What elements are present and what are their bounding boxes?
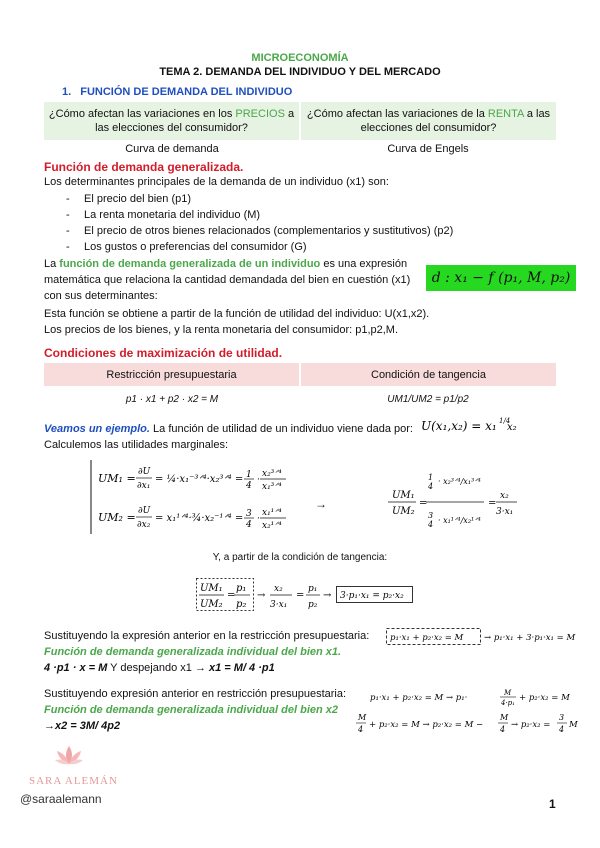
substitution-formula-1	[386, 626, 576, 653]
determinants-list	[64, 191, 544, 255]
svg-text:x₁³ᐟ⁴: x₁³ᐟ⁴	[262, 482, 282, 492]
svg-text:4: 4	[246, 520, 252, 530]
utility-source-line: Esta función se obtiene a partir de la función de utilidad del individuo: U(x1,x2).	[44, 308, 430, 320]
svg-text:x₂: x₂	[500, 491, 509, 501]
social-handle: @saraalemann	[20, 792, 102, 806]
svg-text:4: 4	[500, 725, 506, 734]
svg-text:·: ·	[257, 475, 260, 485]
definition-paragraph: La función de demanda generalizada de un individuo es una expresión matemática que relaciona la cantidad demandada del bien en cuestión (x1) con sus determinantes:	[44, 258, 411, 302]
svg-text:UM₁: UM₁	[200, 583, 223, 594]
answers-row	[44, 141, 556, 157]
demand-x1-label: Función de demanda generalizada individual del bien x1.	[44, 646, 342, 658]
svg-text:M: M	[358, 713, 367, 722]
substitution-line-2: Sustituyendo expresión anterior en restricción presupuestaria:	[44, 688, 347, 700]
section-title: FUNCIÓN DE DEMANDA DEL INDIVIDUO	[80, 86, 293, 98]
determinants-intro: Los determinantes principales de la demanda de un individuo (x1) son:	[44, 176, 389, 188]
generalized-heading: Función de demanda generalizada.	[44, 160, 244, 174]
svg-text:U(x₁,x₂) = x₁: U(x₁,x₂) = x₁	[421, 419, 497, 433]
answer-demand-curve: Curva de demanda	[125, 143, 219, 155]
marginal-utilities-system	[88, 456, 248, 543]
svg-text:UM₁ =: UM₁ =	[98, 472, 136, 485]
tangency-formula: UM1/UM2 = p1/p2	[387, 394, 469, 405]
svg-text:4: 4	[358, 725, 364, 734]
svg-text:p₁·x₁ + p₂·x₂ = M: p₁·x₁ + p₂·x₂ = M	[390, 633, 464, 643]
brand-name: SARA ALEMÁN	[29, 775, 118, 787]
svg-text:+ p₂·x₂ = M → p₂·x₂ = M −: + p₂·x₂ = M → p₂·x₂ = M −	[369, 720, 484, 730]
svg-text:3·p₁·x₁ = p₂·x₂: 3·p₁·x₁ = p₂·x₂	[340, 591, 404, 601]
svg-text:UM₁: UM₁	[392, 490, 415, 501]
svg-text:3: 3	[559, 713, 565, 722]
svg-text:=: =	[488, 498, 497, 509]
svg-text:∂x₁: ∂x₁	[137, 481, 151, 491]
questions-table	[44, 102, 556, 140]
svg-text:∂U: ∂U	[138, 506, 151, 516]
svg-text:4·p₁: 4·p₁	[501, 699, 515, 707]
demand-x2-result: →x2 = 3M/ 4p2	[44, 720, 121, 732]
example-lead: Veamos un ejemplo.	[44, 423, 150, 435]
definition-highlight: función de demanda generalizada de un individuo	[59, 258, 321, 270]
svg-text:3: 3	[246, 509, 252, 519]
list-item: - El precio del bien (p1)	[64, 191, 544, 207]
list-item: - La renta monetaria del individuo (M)	[64, 207, 544, 223]
svg-text:=: =	[419, 498, 428, 509]
svg-text:x₂³ᐟ⁴: x₂³ᐟ⁴	[262, 469, 282, 479]
svg-text:p₁: p₁	[236, 583, 247, 594]
svg-text:→ p₁·x₁ + 3·p₁·x₁ = M: → p₁·x₁ + 3·p₁·x₁ = M	[484, 633, 576, 643]
demand-x2-label: Función de demanda generalizada individual del bien x2	[44, 704, 339, 716]
maximization-table	[44, 363, 556, 386]
svg-text:∂x₂: ∂x₂	[137, 520, 151, 530]
svg-text:4: 4	[559, 725, 565, 734]
brand-logo-icon	[52, 742, 86, 777]
subject-title: MICROECONOMÍA	[251, 52, 349, 64]
utility-function-formula	[419, 414, 519, 441]
svg-text:= x₁¹ᐟ⁴·¾·x₂⁻¹ᐟ⁴ =: = x₁¹ᐟ⁴·¾·x₂⁻¹ᐟ⁴ =	[155, 513, 244, 524]
substitution-formula-2	[356, 686, 576, 743]
budget-constraint-formula: p1 · x1 + p2 · x2 = M	[125, 394, 219, 405]
svg-text:· x₂³ᐟ⁴/x₁³ᐟ⁴: · x₂³ᐟ⁴/x₁³ᐟ⁴	[438, 477, 481, 486]
svg-text:=: =	[296, 590, 305, 601]
svg-text:p₁·x₁ + p₂·x₂ = M → p₁·: p₁·x₁ + p₂·x₂ = M → p₁·	[370, 693, 468, 703]
svg-text:4: 4	[428, 482, 434, 491]
svg-text:3·x₁: 3·x₁	[496, 507, 514, 517]
svg-text:4: 4	[428, 520, 434, 529]
marginal-utilities-line: Calculemos las utilidades marginales:	[44, 439, 229, 451]
income-highlight: RENTA	[487, 108, 524, 120]
question-prices: ¿Cómo afectan las variaciones en los PRECIOS a las elecciones del consumidor?	[44, 102, 299, 140]
svg-text:1/4: 1/4	[499, 417, 511, 425]
prices-highlight: PRECIOS	[235, 108, 285, 120]
svg-text:·: ·	[257, 514, 260, 524]
prices-income-line: Los precios de los bienes, y la renta monetaria del consumidor: p1,p2,M.	[44, 324, 399, 336]
svg-text:UM₂ =: UM₂ =	[98, 511, 136, 524]
marginal-utilities-results	[244, 456, 294, 543]
svg-text:x₂¹ᐟ⁴: x₂¹ᐟ⁴	[262, 521, 282, 531]
question-income: ¿Cómo afectan las variaciones de la RENTA a las elecciones del consumidor?	[299, 102, 556, 140]
marginal-ratio-formula	[388, 466, 518, 543]
svg-text:p₂: p₂	[236, 599, 247, 610]
tangency-note: Y, a partir de la condición de tangencia:	[212, 552, 388, 563]
tangency-derivation	[196, 576, 416, 619]
svg-text:p₁: p₁	[308, 584, 318, 594]
svg-text:x₂: x₂	[507, 422, 517, 433]
svg-text:x₁¹ᐟ⁴: x₁¹ᐟ⁴	[262, 508, 282, 518]
svg-text:→ p₂·x₂ =: → p₂·x₂ =	[511, 720, 551, 730]
svg-text:1: 1	[428, 473, 434, 482]
tangency-header: Condición de tangencia	[299, 363, 556, 386]
svg-text:x₂: x₂	[274, 584, 283, 594]
section-heading	[62, 86, 292, 98]
substitution-line-1: Sustituyendo la expresión anterior en la restricción presupuestaria:	[44, 630, 370, 642]
budget-constraint-header: Restricción presupuestaria	[44, 363, 299, 386]
svg-text:UM₂: UM₂	[200, 599, 223, 610]
svg-text:M: M	[569, 720, 578, 730]
svg-text:→: →	[257, 590, 266, 601]
svg-text:3: 3	[428, 511, 434, 520]
svg-text:→: →	[323, 590, 332, 601]
answer-engel-curve: Curva de Engels	[387, 143, 469, 155]
example-intro: Veamos un ejemplo. La función de utilidad de un individuo viene dada por:	[44, 423, 413, 435]
svg-text:M: M	[500, 713, 509, 722]
maximization-heading: Condiciones de maximización de utilidad.	[44, 346, 283, 360]
svg-text:p₂: p₂	[308, 600, 318, 610]
demand-x1-result: 4 ·p1 · x = M Y despejando x1 → x1 = M/ 4 ·p1	[44, 662, 275, 674]
svg-text:· x₁¹ᐟ⁴/x₂¹ᐟ⁴: · x₁¹ᐟ⁴/x₂¹ᐟ⁴	[438, 516, 481, 525]
list-item: - Los gustos o preferencias del consumidor (G)	[64, 239, 544, 255]
maximization-values	[44, 392, 556, 407]
svg-text:= ¼·x₁⁻³ᐟ⁴·x₂³ᐟ⁴ =: = ¼·x₁⁻³ᐟ⁴·x₂³ᐟ⁴ =	[155, 474, 244, 485]
svg-text:∂U: ∂U	[138, 467, 151, 477]
topic-title: TEMA 2. DEMANDA DEL INDIVIDUO Y DEL MERCADO	[159, 66, 441, 78]
svg-text:1: 1	[246, 470, 252, 480]
svg-text:+ p₂·x₂ = M: + p₂·x₂ = M	[519, 693, 570, 703]
page-number: 1	[549, 797, 556, 811]
svg-text:3·x₁: 3·x₁	[270, 600, 288, 610]
svg-text:4: 4	[246, 481, 252, 491]
list-item: - El precio de otros bienes relacionados (complementarios y sustitutivos) (p2)	[64, 223, 544, 239]
svg-text:=: =	[227, 590, 236, 601]
demand-function-formula: d : x₁ − f (p₁, M, p₂)	[426, 265, 576, 291]
svg-text:UM₂: UM₂	[392, 506, 415, 517]
svg-text:M: M	[504, 689, 512, 697]
section-number: 1.	[62, 86, 72, 98]
implication-arrow: →	[315, 497, 327, 511]
